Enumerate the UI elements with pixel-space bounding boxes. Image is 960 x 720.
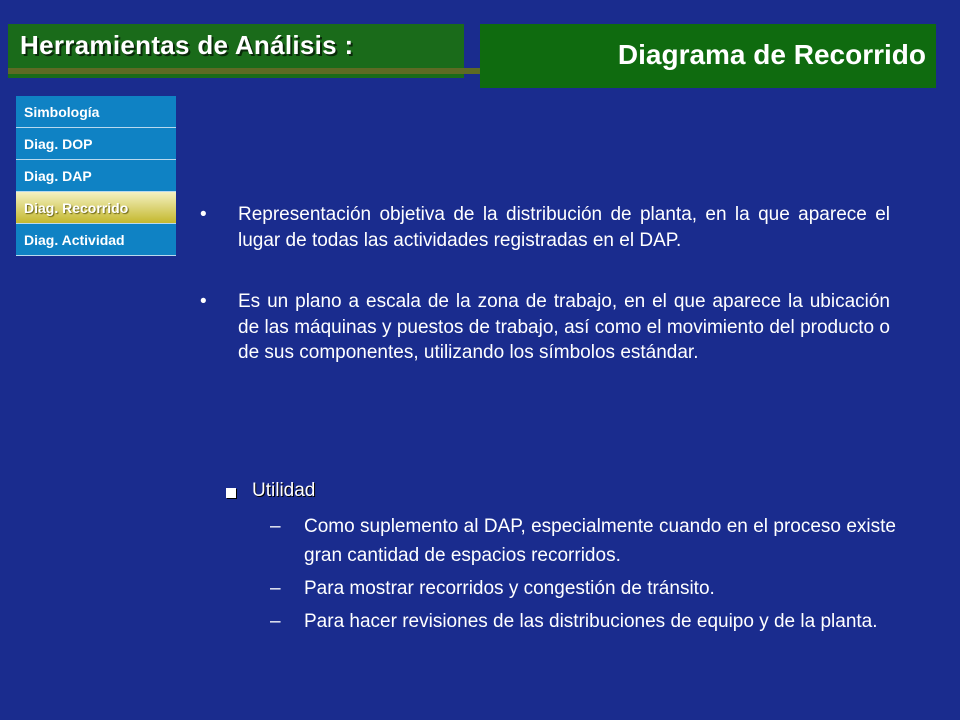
nav-item-diag-dop[interactable]	[16, 128, 176, 160]
nav-item-label: Diag. DAP	[24, 167, 92, 184]
side-nav	[16, 96, 176, 256]
nav-item-diag-actividad[interactable]	[16, 224, 176, 256]
list-item-text: Para mostrar recorridos y congestión de tránsito.	[304, 578, 715, 599]
list-item-text: Como suplemento al DAP, especialmente cuando en el proceso existe gran cantidad de espacios recorridos.	[304, 516, 896, 566]
nav-item-label: Diag. Recorrido	[24, 199, 129, 216]
dash-icon: –	[270, 516, 281, 537]
bullet-icon: •	[200, 204, 207, 225]
utilidad-list	[270, 512, 896, 640]
dash-icon: –	[270, 578, 281, 599]
utilidad-heading	[226, 480, 315, 502]
list-item-text: Para hacer revisiones de las distribuciones de equipo y de la planta.	[304, 611, 878, 632]
utilidad-label: Utilidad	[252, 480, 316, 501]
main-content	[200, 202, 890, 366]
list-item	[270, 574, 896, 603]
bullet-item	[200, 202, 890, 253]
section-title: Herramientas de Análisis :	[20, 30, 354, 60]
bullet-icon: •	[200, 291, 207, 312]
title-underline	[8, 68, 512, 74]
nav-item-diag-dap[interactable]	[16, 160, 176, 192]
page-title-banner	[480, 24, 936, 88]
nav-item-label: Simbología	[24, 103, 100, 120]
list-item	[270, 512, 896, 570]
nav-item-simbologia[interactable]	[16, 96, 176, 128]
list-item	[270, 607, 896, 636]
bullet-item	[200, 289, 890, 366]
square-bullet-icon	[226, 488, 236, 498]
page-title: Diagrama de Recorrido	[617, 39, 926, 70]
bullet-text: Representación objetiva de la distribución de planta, en la que aparece el lugar de todas las actividades registradas en el DAP.	[238, 204, 890, 251]
nav-item-diag-recorrido[interactable]	[16, 192, 176, 224]
nav-item-label: Diag. Actividad	[24, 231, 125, 248]
bullet-text: Es un plano a escala de la zona de trabajo, en el que aparece la ubicación de las máquinas y puestos de trabajo, así como el movimiento del producto o de sus componentes, utilizando los símbolos estándar.	[238, 291, 890, 363]
dash-icon: –	[270, 611, 281, 632]
nav-item-label: Diag. DOP	[24, 135, 93, 152]
